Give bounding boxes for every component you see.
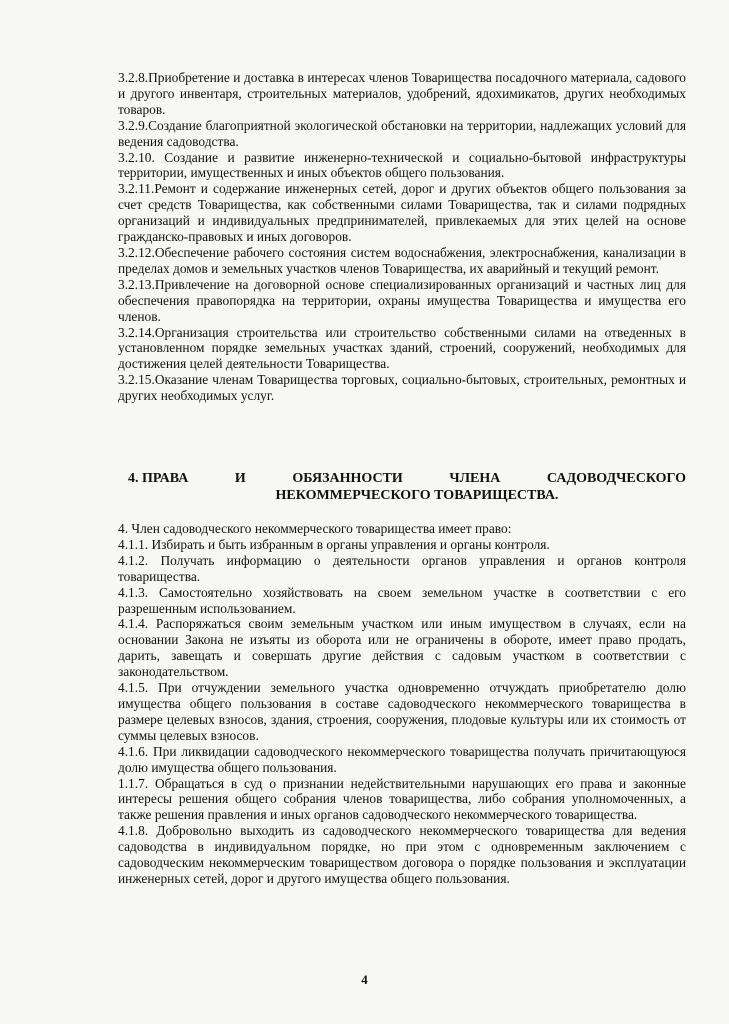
paragraph-3-2-13: 3.2.13.Привлечение на договорной основе специализированных организаций и частных лиц для обеспечения правопорядка на территории, охраны имущества Товарищества и имущества его членов. [118,276,686,324]
paragraph-3-2-8: 3.2.8.Приобретение и доставка в интересах членов Товарищества посадочного материала, садового и другого инвентаря, строительных материалов, удобрений, ядохимикатов, других необходимых товаров. [118,70,686,117]
paragraph-1-1-7: 1.1.7. Обращаться в суд о признании недействительными нарушающих его права и законные интересы решения общего собрания членов товарищества, либо собрания уполномоченных, а также решения правления и иных органов садоводческого некоммерческого товарищества. [118,775,686,823]
paragraph-3-2-11: 3.2.11.Ремонт и содержание инженерных сетей, дорог и других объектов общего пользования за счет средств Товарищества, как собственными силами Товарищества, так и силами подрядных организаций и индивидуальных предпринимателей, привлекаемых для этих целей на основе гражданско-правовых и иных договоров. [118,181,686,245]
paragraph-3-2-14: 3.2.14.Организация строительства или строительство собственными силами на отведенных в установленном порядке земельных участках зданий, строений, сооружений, необходимых для достижения целей деятельности Товарищества. [118,324,686,372]
paragraph-4-1-3: 4.1.3. Самостоятельно хозяйствовать на своем земельном участке в соответствии с его разрешенным использованием. [118,584,686,616]
paragraph-4-1-4: 4.1.4. Распоряжаться своим земельным участком или иным имуществом в случаях, если на основании Закона не изъяты из оборота или не ограничены в обороте, имеет право продать, дарить, завещать и совершать другие действия с садовым участком в соответствии с законодательством. [118,616,686,680]
section-3-items [118,70,686,404]
section-4-items [118,521,686,887]
paragraph-4-1-2: 4.1.2. Получать информацию о деятельности органов управления и органов контроля товарищества. [118,552,686,584]
heading-word-3: ОБЯЗАННОСТИ [292,471,403,486]
paragraph-4-intro: 4. Член садоводческого некоммерческого товарищества имеет право: [118,521,512,536]
page-number: 4 [361,972,368,987]
heading-line-2: НЕКОММЕРЧЕСКОГО ТОВАРИЩЕСТВА. [275,488,559,503]
heading-word-2: И [234,471,246,486]
section-4-heading [118,470,686,504]
paragraph-4-1-6: 4.1.6. При ликвидации садоводческого некоммерческого товарищества получать причитающуюся долю имущества общего пользования. [118,743,686,775]
paragraph-3-2-15: 3.2.15.Оказание членам Товарищества торговых, социально-бытовых, строительных, ремонтных и других необходимых услуг. [118,372,686,404]
paragraph-3-2-12: 3.2.12.Обеспечение рабочего состояния систем водоснабжения, электроснабжения, канализации в пределах домов и земельных участков членов Товарищества, их аварийный и текущий ремонт. [118,244,686,276]
paragraph-3-2-10: 3.2.10. Создание и развитие инженерно-технической и социально-бытовой инфраструктуры территории, имущественных и иных объектов общего пользования. [118,149,686,181]
paragraph-3-2-9: 3.2.9.Создание благоприятной экологической обстановки на территории, надлежащих условий для ведения садоводства. [118,117,686,149]
heading-line-1 [118,470,686,487]
paragraph-4-1-8: 4.1.8. Добровольно выходить из садоводческого некоммерческого товарищества для ведения садоводства в индивидуальном порядке, но при этом с одновременным заключением с садоводческим некоммерческим товариществом договора о порядке пользования и эксплуатации инженерных сетей, дорог и другого имущества общего пользования. [118,823,686,886]
heading-word-4: ЧЛЕНА [449,471,501,486]
paragraph-4-1-5: 4.1.5. При отчуждении земельного участка одновременно отчуждать приобретателю долю имущества общего пользования в составе садоводческого некоммерческого товарищества в размере целевых взносов, здания, строения, сооружения, плодовые культуры или их стоимость от суммы целевых взносов. [118,680,686,743]
heading-word-5: САДОВОДЧЕСКОГО [546,471,686,486]
paragraph-4-1-1: 4.1.1. Избирать и быть избранным в органы управления и органы контроля. [118,536,550,552]
heading-word-1: 4. ПРАВА [128,471,189,486]
